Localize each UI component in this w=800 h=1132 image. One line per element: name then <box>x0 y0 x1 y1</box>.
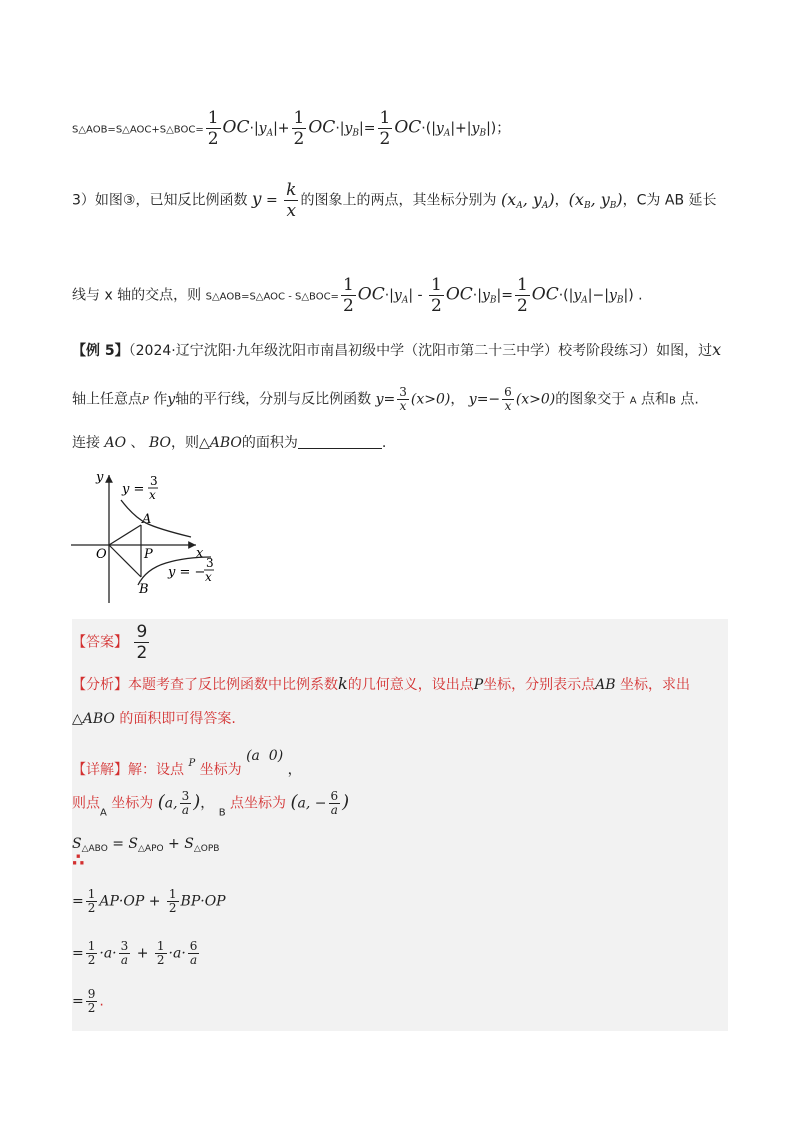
item3-line2: 线与 x 轴的交点，则 S△AOB=S△AOC - S△BOC= $\frac{1}{2}$ $OC\cdot|y_A|$ - $\frac{1}{2}$ $OC\cdot|y_B|=$ $\frac{1}{2}$ $OC\cdot(|y_A|-|y_B|)$ . <box>72 275 643 316</box>
svg-text:A: A <box>142 512 152 527</box>
example5-line2: 轴上任意点P 作y轴的平行线，分别与反比例函数 y= $\frac{3}{x}$ (x>0)， y=− $\frac{6}{x}$ (x>0)的图象交于 A 点和B 点. <box>72 385 699 413</box>
svg-text:x: x <box>205 570 212 584</box>
example-line2-b: 作 <box>153 391 168 408</box>
svg-text:x: x <box>196 546 204 561</box>
detail-text: 解：设点 <box>128 762 184 778</box>
answer-den: 2 <box>136 643 148 663</box>
analysis-text4: 坐标，求出 <box>619 677 690 693</box>
answer-blank <box>298 436 382 449</box>
example-source: （2024·辽宁沈阳·九年级沈阳市南昌初级中学（沈阳市第二十三中学）校考阶段练习）如图，过 <box>128 343 713 359</box>
svg-text:P: P <box>144 547 153 562</box>
analysis-text2: 的几何意义，设出点 <box>347 677 474 693</box>
analysis-line1: 【分析】本题考查了反比例函数中比例系数k的几何意义，设出点P坐标，分别表示点AB 坐标，求出 <box>72 674 690 693</box>
analysis-label: 【分析】 <box>72 677 128 693</box>
svg-text:y = −: y = − <box>168 565 206 580</box>
item3-prefix: 3）如图③，已知反比例函数 <box>72 192 248 209</box>
detail-area-relation: $S_{\triangle ABO} = S_{\triangle APO} + S_{\triangle OPB}$ <box>72 836 220 854</box>
detail-line2: 则点$_A$ 坐标为 (a, $\frac{3}{a}$ )， $_B$ 点坐标为 (a, − $\frac{6}{a}$ ) <box>72 789 350 819</box>
item3-mid: 的图象上的两点，其坐标分别为 <box>300 192 497 209</box>
example-line2-d: 的图象交于 <box>555 391 626 408</box>
example-line2-c: 轴的平行线，分别与反比例函数 <box>175 391 372 408</box>
svg-text:3: 3 <box>206 556 214 570</box>
detail-step2: = $\frac{1}{2}$ ·a· $\frac{3}{a}$ + $\frac{1}{2}$ ·a· $\frac{6}{a}$ <box>72 939 198 967</box>
answer-label: 【答案】 <box>72 634 128 651</box>
detail-line1: 【详解】解：设点 $^P$ 坐标为 (a 0) ， <box>72 748 302 778</box>
example5-line1: 【例 5】（2024·辽宁沈阳·九年级沈阳市南昌初级中学（沈阳市第二十三中学）校考阶段练习）如图，过x <box>72 340 722 359</box>
detail-step3: = $\frac{9}{2}$ . <box>72 987 104 1015</box>
figure-hyperbola-graph <box>66 465 226 605</box>
svg-text:x: x <box>149 488 156 502</box>
answer-value <box>134 622 149 663</box>
answer-line <box>72 622 728 663</box>
analysis-text3: 坐标，分别表示点 <box>483 677 596 693</box>
svg-text:y =: y = <box>122 482 145 497</box>
example-tag: 【例 5】 <box>72 343 129 359</box>
detail-label: 【详解】 <box>72 762 128 778</box>
example-line2-e: 点和 <box>641 391 670 408</box>
item3-line2-prefix: 线与 x 轴的交点，则 <box>72 287 202 304</box>
answer-num: 9 <box>136 622 148 642</box>
analysis-text: 本题考查了反比例函数中比例系数 <box>128 677 338 693</box>
analysis-line2: △ABO 的面积即可得答案. <box>72 711 236 727</box>
svg-text:B: B <box>139 582 149 597</box>
example-line3-c: ，则 <box>170 435 199 451</box>
example-line3-a: 连接 <box>72 435 100 451</box>
analysis-text5: 的面积即可得答案. <box>119 711 236 727</box>
item3-line1: 3）如图③，已知反比例函数 y = $\frac{k}{x}$ 的图象上的两点，其坐标分别为 ($x_A$, $y_A$)，($x_B$, $y_B$)，C为 AB 延长 <box>72 180 717 221</box>
area-sum-lhs: S△AOB=S△AOC+S△BOC= <box>72 124 204 136</box>
svg-text:O: O <box>96 547 107 562</box>
detail-step1: = $\frac{1}{2}$ AP·OP + $\frac{1}{2}$ BP·OP <box>72 887 226 915</box>
therefore-sign: ∴ <box>72 850 85 871</box>
formula-area-sum: S△AOB=S△AOC+S△BOC= $\frac{1}{2}$ $OC\cdot|y_A|+$ $\frac{1}{2}$ $OC\cdot|y_B|=$ $\frac{1}{2}$ $OC\cdot(|y_A|+|y_B|)$； <box>72 108 511 149</box>
detail-line2-b: 坐标为 <box>111 795 154 812</box>
item3-line2-lhs: S△AOB=S△AOC - S△BOC= <box>205 291 339 303</box>
svg-text:3: 3 <box>150 474 158 488</box>
detail-text2: 坐标为 <box>199 762 242 778</box>
svg-text:y: y <box>96 470 104 485</box>
example-line2-a: 轴上任意点 <box>72 391 142 408</box>
item3-tail: ，C为 AB 延长 <box>622 192 717 209</box>
example-line2-f: 点. <box>680 391 699 408</box>
example5-line3: 连接 AO 、 BO，则△ABO的面积为 . <box>72 435 387 451</box>
example-line3-d: 的面积为 <box>241 435 298 451</box>
detail-line2-a: 则点 <box>72 795 100 812</box>
example-line3-b: 、 <box>130 435 145 451</box>
detail-line2-c: 点坐标为 <box>230 795 287 812</box>
